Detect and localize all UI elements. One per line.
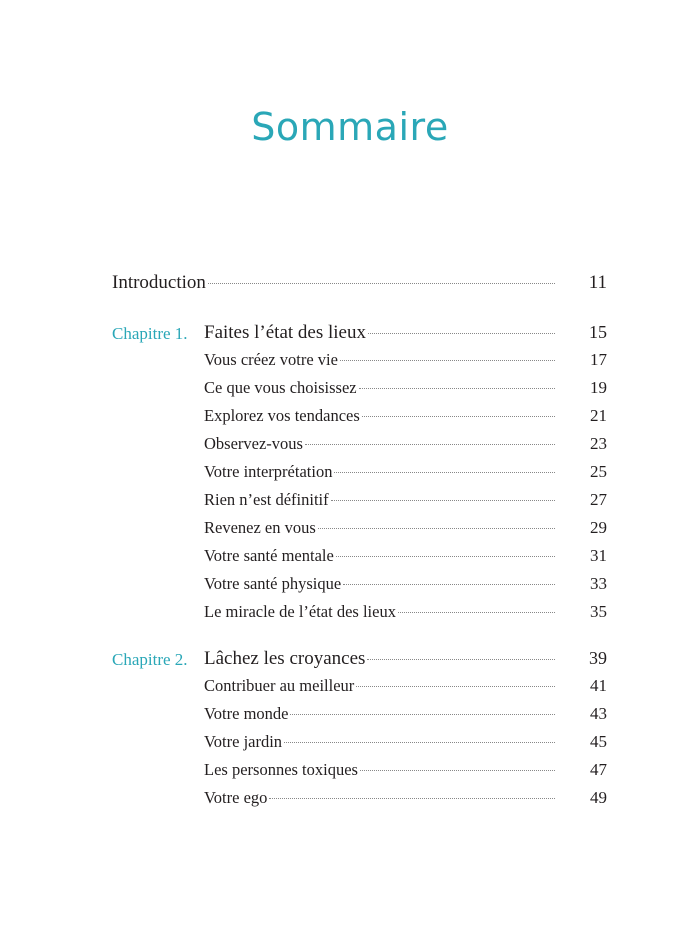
dot-leader — [359, 387, 555, 389]
dot-leader — [334, 471, 555, 473]
dot-leader — [367, 658, 555, 660]
toc-page-number: 25 — [590, 462, 607, 481]
toc-entry-title: Rien n’est définitif — [204, 490, 329, 509]
toc-entry-title: Lâchez les croyances — [204, 648, 366, 669]
dot-leader — [336, 555, 555, 557]
toc-page-number: 41 — [590, 676, 607, 695]
dot-leader — [269, 797, 555, 799]
toc-section[interactable] — [204, 788, 607, 808]
toc-entry-title: Votre jardin — [204, 732, 283, 751]
toc-entry-title: Faites l’état des lieux — [204, 322, 366, 343]
toc-page-number: 15 — [589, 322, 607, 342]
toc-chapter[interactable] — [204, 648, 607, 670]
toc-section[interactable] — [204, 676, 607, 696]
toc-section[interactable] — [204, 462, 607, 482]
toc-page-number: 47 — [590, 760, 607, 779]
toc-entry-title: Votre santé physique — [204, 574, 342, 593]
toc-chapter[interactable] — [204, 322, 607, 344]
toc-section[interactable] — [204, 574, 607, 594]
toc-section[interactable] — [204, 378, 607, 398]
toc-page-number: 11 — [588, 272, 607, 293]
dot-leader — [362, 415, 555, 417]
toc-page-number: 43 — [590, 704, 607, 723]
dot-leader — [340, 359, 555, 361]
dot-leader — [290, 713, 555, 715]
chapter-label: Chapitre 1. — [112, 324, 188, 343]
toc-section[interactable] — [204, 350, 607, 370]
toc-section[interactable] — [204, 518, 607, 538]
toc-entry-title: Introduction — [112, 272, 206, 293]
dot-leader — [398, 611, 555, 613]
toc-section[interactable] — [204, 406, 607, 426]
toc-page-number: 19 — [590, 378, 607, 397]
dot-leader — [284, 741, 555, 743]
dot-leader — [331, 499, 555, 501]
toc-section[interactable] — [204, 760, 607, 780]
toc-section[interactable] — [204, 732, 607, 752]
toc-page-number: 49 — [590, 788, 607, 807]
dot-leader — [360, 769, 555, 771]
toc-page-number: 39 — [589, 648, 607, 668]
toc-page-number: 21 — [590, 406, 607, 425]
toc-entry-title: Le miracle de l’état des lieux — [204, 602, 396, 621]
toc-entry-title: Votre interprétation — [204, 462, 333, 481]
page-title: Sommaire — [251, 105, 449, 149]
dot-leader — [318, 527, 555, 529]
toc-page-number: 27 — [590, 490, 607, 509]
toc-entry-title: Votre santé mentale — [204, 546, 334, 565]
dot-leader — [368, 332, 555, 334]
toc-page-number: 31 — [590, 546, 607, 565]
toc-introduction[interactable] — [112, 272, 607, 294]
toc-page-number: 29 — [590, 518, 607, 537]
dot-leader — [356, 685, 555, 687]
toc-page-number: 17 — [590, 350, 607, 369]
toc-section[interactable] — [204, 546, 607, 566]
chapter-label: Chapitre 2. — [112, 650, 188, 669]
toc-page-number: 33 — [590, 574, 607, 593]
toc-page-number: 23 — [590, 434, 607, 453]
dot-leader — [208, 282, 555, 284]
toc-page-number: 45 — [590, 732, 607, 751]
toc-section[interactable] — [204, 602, 607, 622]
toc-entry-title: Votre monde — [204, 704, 289, 723]
toc-entry-title: Observez-vous — [204, 434, 303, 453]
toc-entry-title: Contribuer au meilleur — [204, 676, 355, 695]
toc-entry-title: Les personnes toxiques — [204, 760, 358, 779]
toc-entry-title: Revenez en vous — [204, 518, 316, 537]
toc-section[interactable] — [204, 704, 607, 724]
toc-page-number: 35 — [590, 602, 607, 621]
toc-entry-title: Votre ego — [204, 788, 268, 807]
dot-leader — [343, 583, 555, 585]
toc-section[interactable] — [204, 434, 607, 454]
toc-section[interactable] — [204, 490, 607, 510]
dot-leader — [305, 443, 555, 445]
toc-entry-title: Vous créez votre vie — [204, 350, 338, 369]
toc-entry-title: Ce que vous choisissez — [204, 378, 357, 397]
toc-entry-title: Explorez vos tendances — [204, 406, 360, 425]
